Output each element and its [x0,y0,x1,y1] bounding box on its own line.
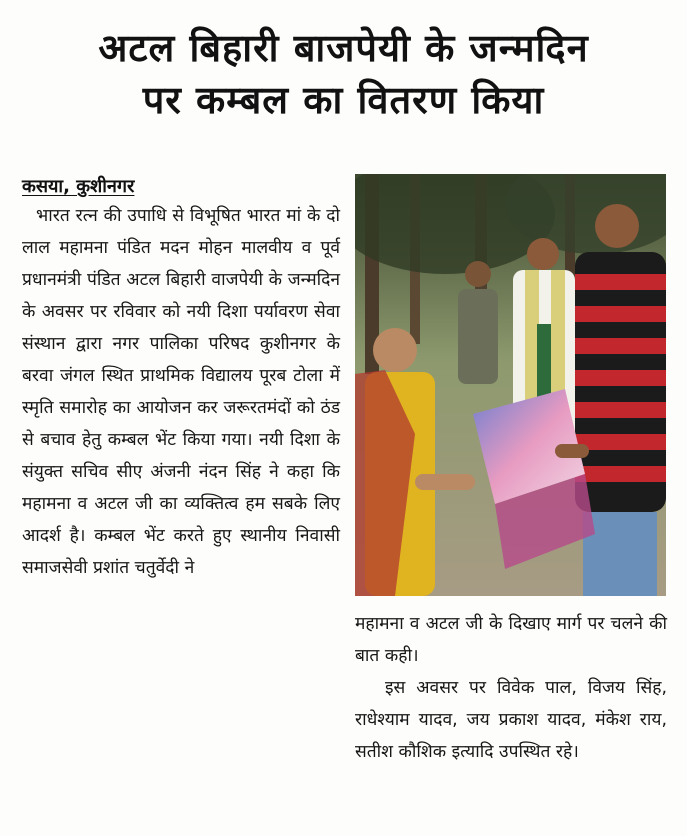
headline-line-2: पर कम्बल का वितरण किया [142,78,545,122]
headline-line-1: अटल बिहारी बाजपेयी के जन्मदिन [98,26,589,70]
news-photo [355,174,666,596]
article-body-left: भारत रत्न की उपाधि से विभूषित भारत मां के दो लाल महामना पंडित मदन मोहन मालवीय व पूर्व प्रधानमंत्री पंडित अटल बिहारी वाजपेयी के जन्मदिन के अवसर पर रविवार को नयी दिशा पर्यावरण सेवा संस्थान द्वारा नगर पालिका परिषद कुशीनगर के बरवा जंगल स्थित प्राथमिक विद्यालय पूरब टोला में स्मृति समारोह का आयोजन कर जरूरतमंदों को ठंड से बचाव हेतु कम्बल भेंट किया गया। नयी दिशा के संयुक्त सचिव सीए अंजनी नंदन सिंह ने कहा कि महामना व अटल जी का व्यक्तित्व हम सबके लिए आदर्श है। कम्बल भेंट करते हुए स्थानीय निवासी समाजसेवी प्रशांत चतुर्वेदी ने [22,206,340,578]
article-body-right-p2: इस अवसर पर विवेक पाल, विजय सिंह, राधेश्याम यादव, जय प्रकाश यादव, मंकेश राय, सतीश कौशिक इत्यादि उपस्थित रहे। [355,678,667,762]
headline [0,22,687,126]
dateline: कसया, कुशीनगर [22,176,135,197]
article-column-right [355,608,667,768]
article-body-right-p1: महामना व अटल जी के दिखाए मार्ग पर चलने की बात कही। [355,614,667,666]
article-column-left [22,200,340,584]
blanket-distribution-photo-icon [355,174,666,596]
